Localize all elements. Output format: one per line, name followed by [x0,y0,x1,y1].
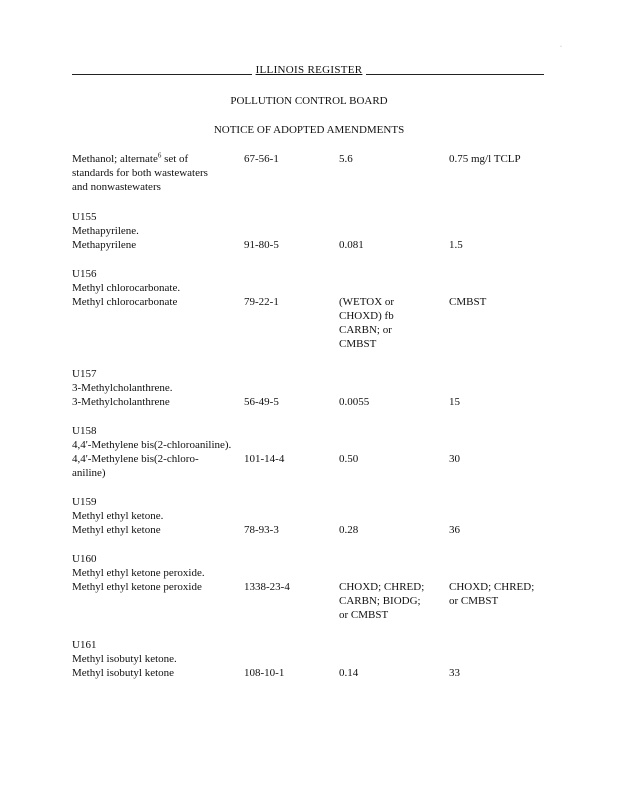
nonwastewater-standard: 33 [449,667,460,679]
waste-code: U161 [72,639,97,651]
cas-number: 67-56-1 [244,153,279,165]
waste-heading: Methyl chlorocarbonate. [72,282,181,294]
waste-code: U155 [72,211,97,223]
cas-number: 56-49-5 [244,396,279,408]
constituent-name: 4,4'-Methylene bis(2-chloro- aniline) [72,453,199,479]
waste-code: U158 [72,425,97,437]
nonwastewater-standard: CMBST [449,296,487,308]
waste-heading: Methyl ethyl ketone. [72,510,164,522]
waste-code: U160 [72,553,97,565]
nonwastewater-standard: 0.75 mg/l TCLP [449,153,521,165]
wastewater-standard: 0.50 [339,453,359,465]
waste-heading: Methyl ethyl ketone peroxide. [72,567,205,579]
cas-number: 79-22-1 [244,296,279,308]
nonwastewater-standard: 15 [449,396,460,408]
nonwastewater-standard: CHOXD; CHRED; or CMBST [449,581,535,607]
constituent-name: Methapyrilene [72,239,137,251]
waste-heading: Methapyrilene. [72,225,139,237]
board-name: POLLUTION CONTROL BOARD [230,95,388,107]
constituent-name: 3-Methylcholanthrene [72,396,170,408]
nonwastewater-standard: 1.5 [449,239,463,251]
corner-mark: · [560,44,562,50]
cas-number: 1338-23-4 [244,581,290,593]
wastewater-standard: 0.14 [339,667,359,679]
constituent-name: Methyl ethyl ketone [72,524,161,536]
waste-heading: 3-Methylcholanthrene. [72,382,173,394]
wastewater-standard: 5.6 [339,153,353,165]
constituent-name: Methyl chlorocarbonate [72,296,178,308]
waste-heading: 4,4'-Methylene bis(2-chloroaniline). [72,439,232,451]
wastewater-standard: 0.081 [339,239,364,251]
wastewater-standard: (WETOX or CHOXD) fb CARBN; or CMBST [339,296,395,350]
constituent-name: Methyl isobutyl ketone [72,667,175,679]
cas-number: 101-14-4 [244,453,285,465]
cas-number: 78-93-3 [244,524,279,536]
waste-code: U159 [72,496,97,508]
nonwastewater-standard: 30 [449,453,460,465]
constituent-name: Methyl ethyl ketone peroxide [72,581,202,593]
waste-heading: Methyl isobutyl ketone. [72,653,177,665]
waste-code: U157 [72,368,97,380]
nonwastewater-standard: 36 [449,524,460,536]
register-title: ILLINOIS REGISTER [0,64,618,76]
constituent-name: Methanol; alternate$^6$ set of standards for both wastewaters and nonwastewaters [72,151,208,193]
cas-number: 91-80-5 [244,239,279,251]
waste-code: U156 [72,268,97,280]
wastewater-standard: 0.28 [339,524,359,536]
notice-title: NOTICE OF ADOPTED AMENDMENTS [213,124,405,136]
wastewater-standard: CHOXD; CHRED; CARBN; BIODG; or CMBST [339,581,425,621]
wastewater-standard: 0.0055 [339,396,370,408]
cas-number: 108-10-1 [244,667,285,679]
